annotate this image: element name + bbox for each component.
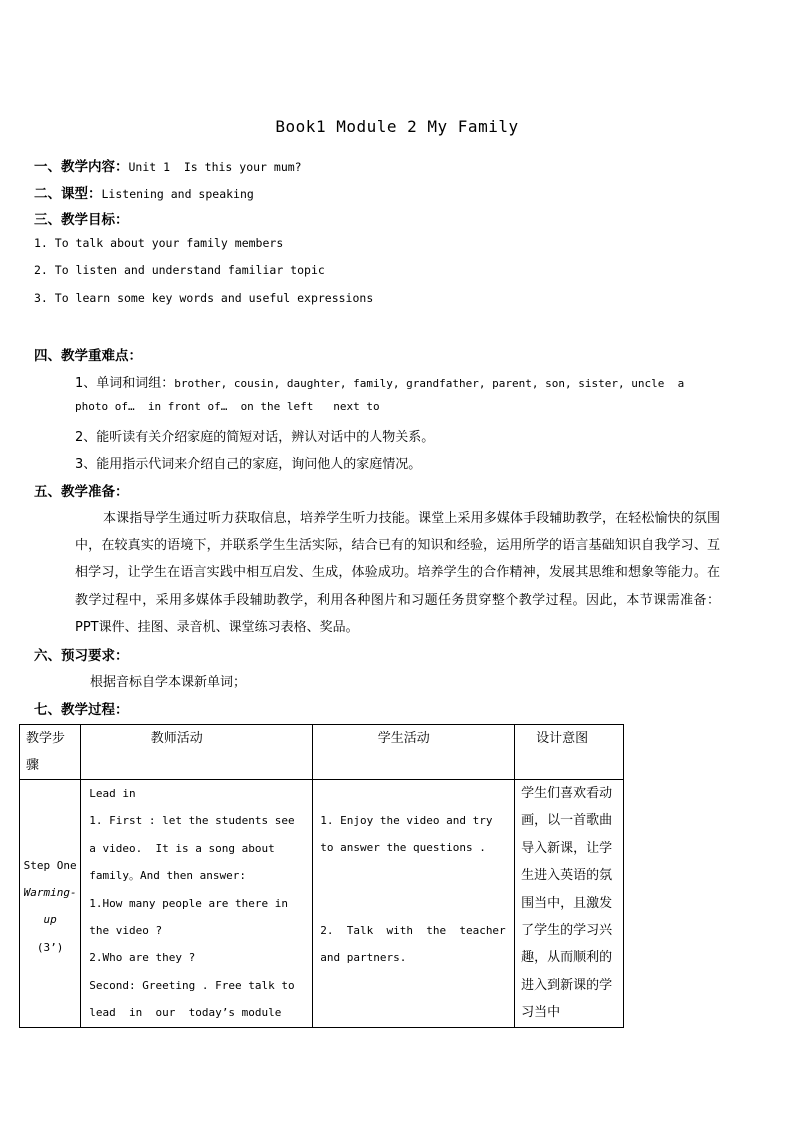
teacher-activity-line: Second: Greeting . Free talk to	[89, 978, 295, 992]
section-preparation-label	[34, 480, 129, 500]
header-teacher	[81, 725, 313, 780]
student-activity-cell	[313, 780, 515, 1028]
section-type-label: 二、课型：	[34, 186, 102, 202]
objective-item: 1. To talk about your family members	[34, 236, 284, 250]
header-teacher-text: 教师活动	[150, 731, 203, 746]
design-intent	[521, 780, 619, 1027]
design-intent-line: 习当中	[521, 1005, 561, 1021]
header-step	[20, 725, 81, 780]
section-process-label	[34, 698, 129, 718]
student-activity-line: and partners.	[320, 951, 407, 965]
teacher-activity	[89, 780, 306, 1027]
table-header-row	[20, 725, 624, 780]
table-row	[20, 780, 624, 1028]
objective-item: 2. To listen and understand familiar topic	[34, 263, 325, 277]
step-time: (3’)	[36, 940, 64, 954]
section-content-value: Unit 1 Is this your mum?	[128, 160, 302, 174]
header-intent-text: 设计意图	[536, 731, 589, 746]
step-phase-text: Warming-up	[23, 885, 77, 927]
teacher-activity-line: family。And then answer:	[89, 869, 246, 883]
teacher-activity-line: 2.Who are they ?	[89, 951, 196, 965]
key-point-2: 2、能听读有关介绍家庭的简短对话，辨认对话中的人物关系。	[75, 430, 435, 445]
section-type	[34, 182, 254, 202]
design-intent-line: 了学生的学习兴	[521, 923, 613, 939]
key-point-3: 3、能用指示代词来介绍自己的家庭，询问他人的家庭情况。	[75, 457, 422, 472]
header-student-text: 学生活动	[377, 731, 430, 746]
teacher-activity-line: the video ?	[89, 924, 163, 938]
step-cell	[20, 780, 81, 1028]
step-name: Step One	[23, 858, 77, 872]
header-student	[313, 725, 515, 780]
teacher-activity-line: Lead in	[89, 787, 136, 800]
key-point-1-words: brother, cousin, daughter, family, grandfather, parent, son, sister, uncle a	[174, 377, 685, 390]
header-intent	[515, 725, 624, 780]
header-step-text: 教学步骤	[26, 731, 66, 773]
section-content-label: 一、教学内容：	[34, 159, 129, 175]
teacher-activity-line: a video. It is a song about	[89, 841, 275, 855]
design-intent-line: 围当中，且激发	[521, 895, 613, 911]
section-objectives-label	[34, 208, 129, 228]
student-activity-line: to answer the questions .	[320, 841, 486, 855]
design-intent-line: 导入新课，让学	[521, 840, 613, 856]
student-activity-2	[320, 917, 508, 972]
teacher-activity-cell	[81, 780, 313, 1028]
student-activity-1	[320, 807, 508, 862]
section-type-value: Listening and speaking	[101, 187, 254, 201]
design-intent-line: 进入到新课的学	[521, 977, 613, 993]
key-point-1-continued: photo of… in front of… on the left next to	[75, 400, 380, 413]
key-point-1	[75, 372, 684, 391]
section-key-points-label	[34, 344, 142, 364]
preparation-heading: 五、教学准备：	[34, 484, 129, 500]
process-heading: 七、教学过程：	[34, 702, 129, 718]
preview-heading: 六、预习要求：	[34, 648, 129, 664]
design-intent-line: 学生们喜欢看动	[521, 786, 613, 801]
teacher-activity-line: 1.How many people are there in	[89, 896, 288, 910]
teacher-activity-line: lead in our today’s module	[89, 1006, 282, 1020]
step-phase	[20, 879, 80, 934]
student-activity-line: 1. Enjoy the video and try	[320, 814, 493, 827]
design-intent-line: 生进入英语的氛	[521, 868, 613, 884]
key-points-heading: 四、教学重难点：	[34, 348, 142, 364]
design-intent-line: 趣，从而顺利的	[521, 950, 613, 966]
preview-text: 根据音标自学本课新单词；	[90, 675, 247, 690]
objectives-heading: 三、教学目标：	[34, 212, 129, 228]
section-preview-label	[34, 644, 129, 664]
objective-item: 3. To learn some key words and useful expressions	[34, 291, 374, 305]
design-intent-line: 画，以一首歌曲	[521, 813, 613, 829]
document-title: Book1 Module 2 My Family	[275, 117, 519, 136]
design-intent-cell	[515, 780, 624, 1028]
teaching-process-table	[19, 724, 624, 1028]
section-content	[34, 155, 302, 175]
key-point-1-prefix: 1、单词和词组：	[75, 376, 175, 391]
student-activity-line: 2. Talk with the teacher	[320, 923, 506, 937]
preparation-paragraph: 本课指导学生通过听力获取信息，培养学生听力技能。课堂上采用多媒体手段辅助教学，在轻松愉快的氛围中，在较真实的语境下，并联系学生生活实际，结合已有的知识和经验，运用所学的语言基础知识自我学习、互相学习，让学生在语言实践中相互启发、生成，体验成功。培养学生的合作精神，发展其思维和想象等能力。在教学过程中，采用多媒体手段辅助教学，利用各种图片和习题任务贯穿整个教学过程。因此，本节课需准备：PPT课件、挂图、录音机、课堂练习表格、奖品。	[75, 511, 720, 635]
teacher-activity-line: 1. First : let the students see	[89, 814, 295, 828]
